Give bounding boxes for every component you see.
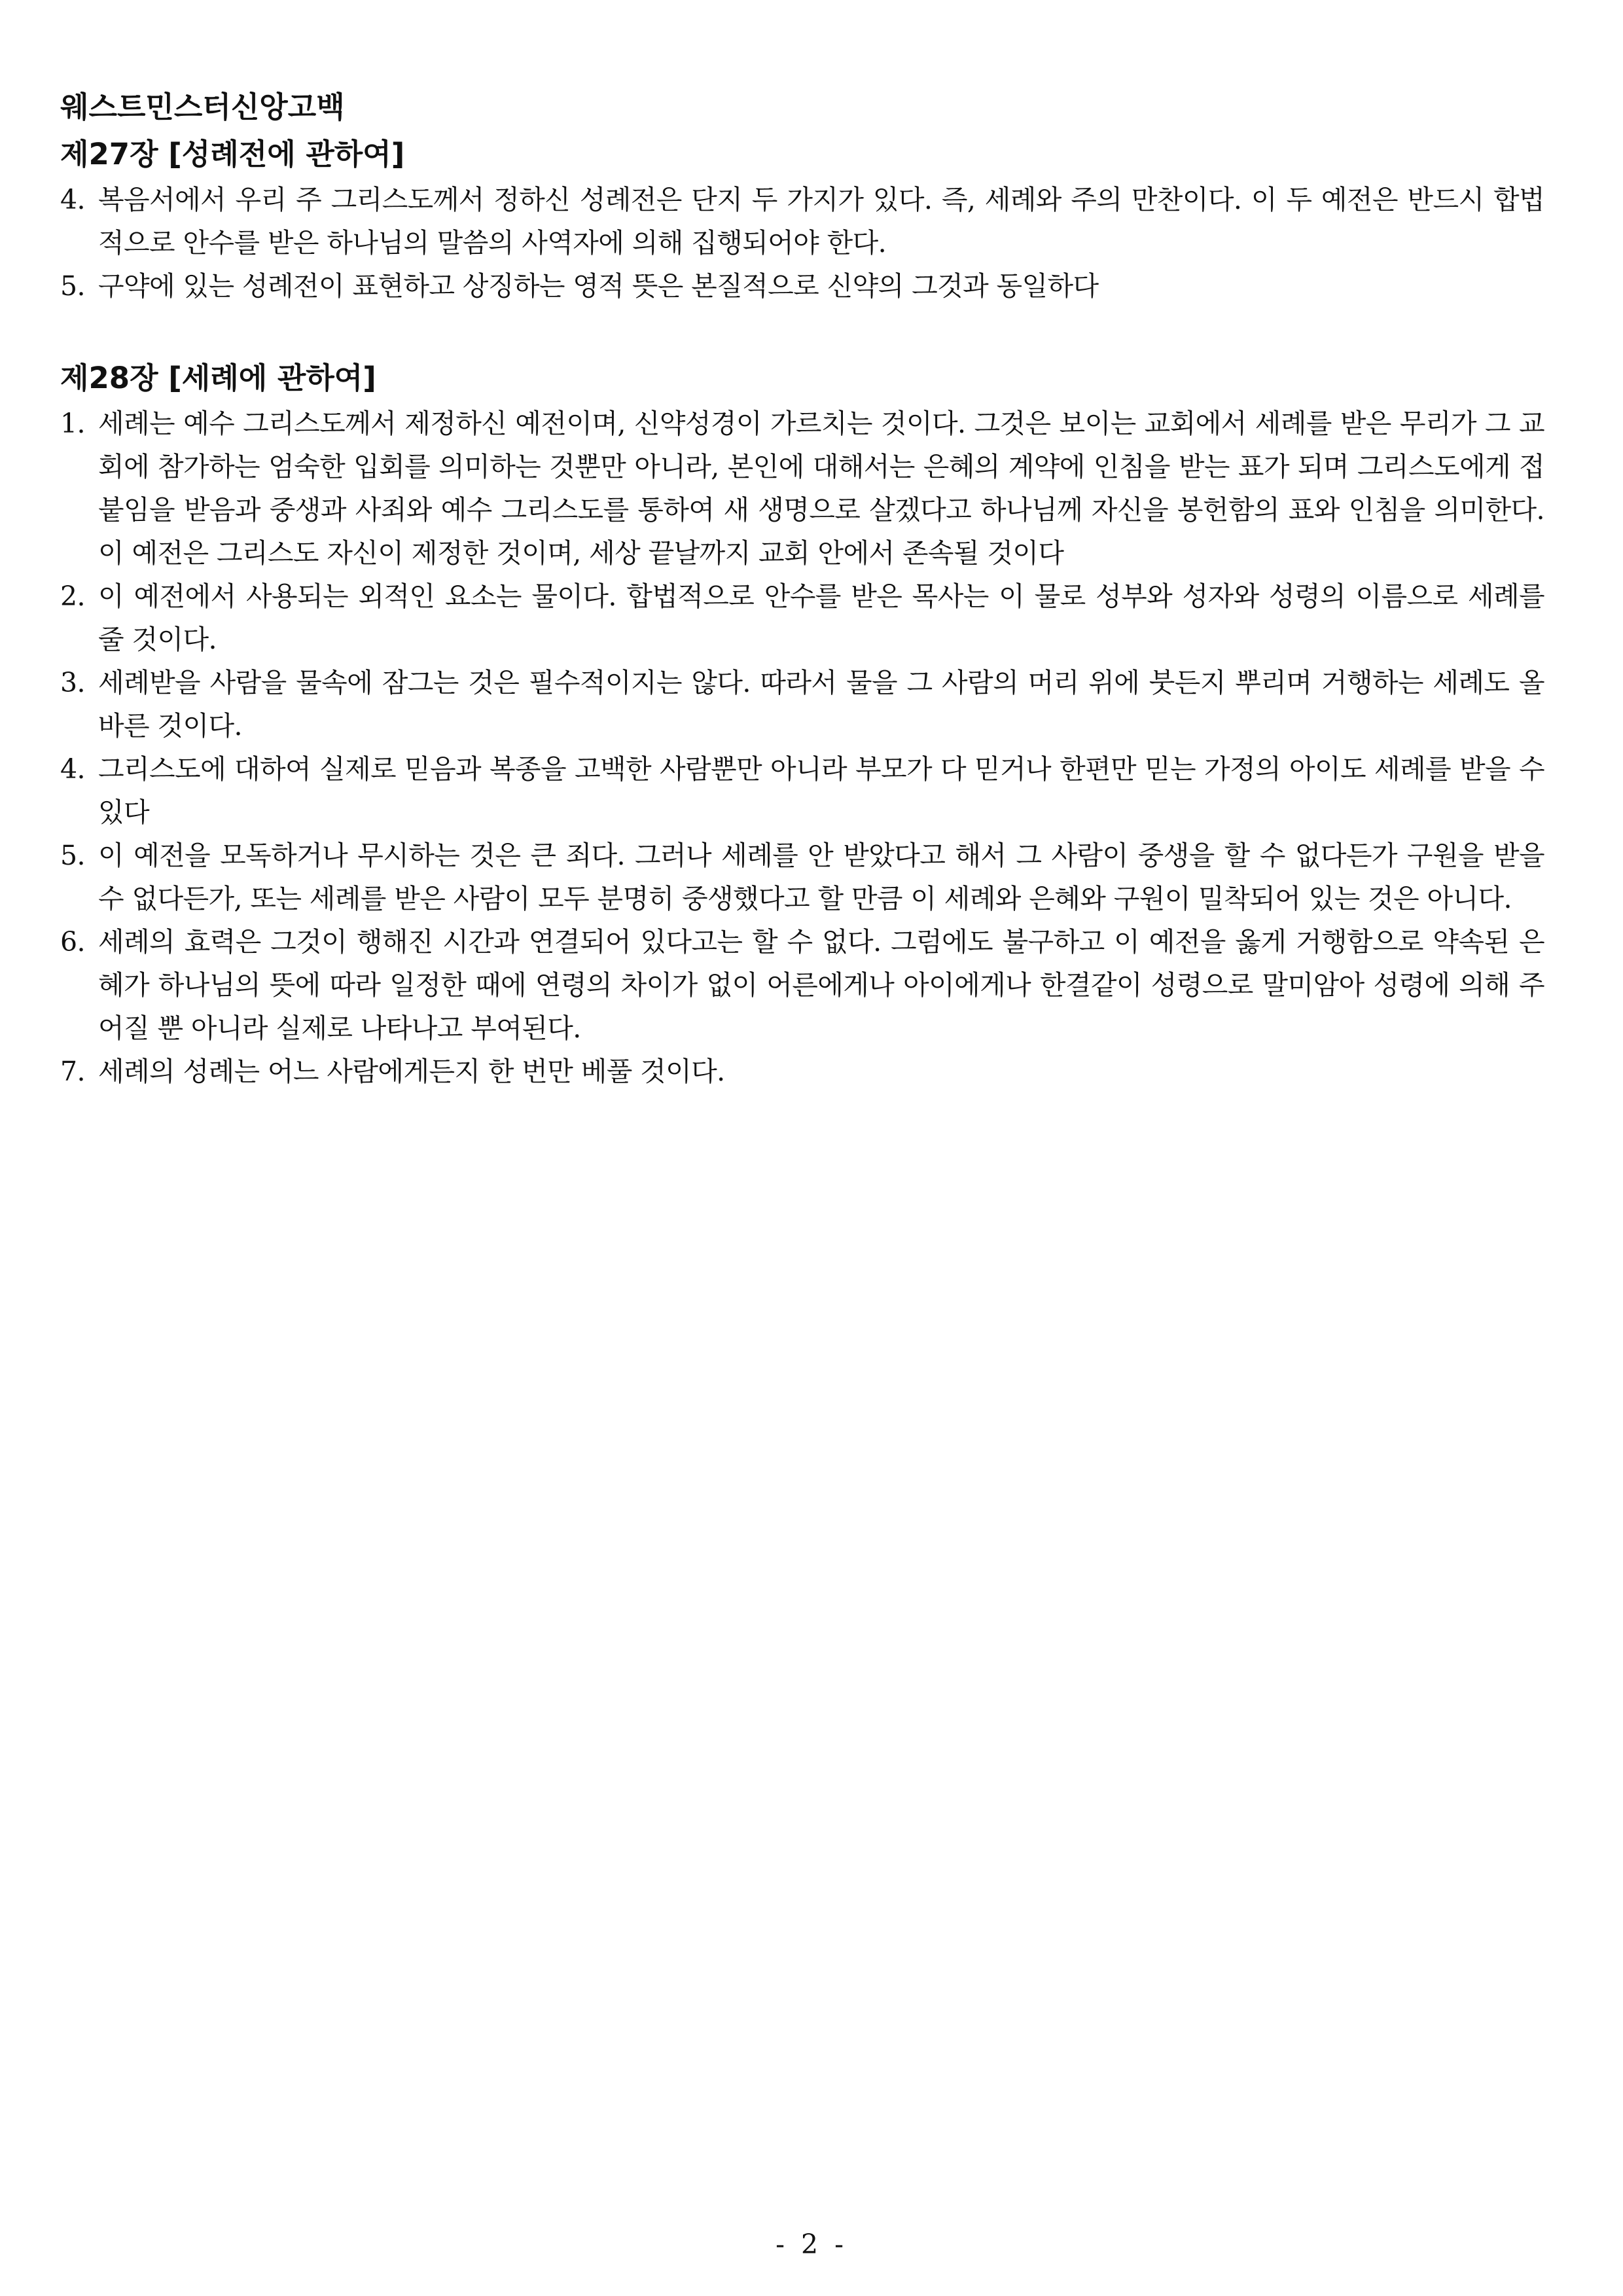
chapter-28-item-6 (60, 920, 1544, 1050)
document-title: 웨스트민스터신앙고백 (60, 90, 345, 124)
chapter-28-item-1 (60, 402, 1544, 575)
item-text: 복음서에서 우리 주 그리스도께서 정하신 성례전은 단지 두 가지가 있다. 즉, 세례와 주의 만찬이다. 이 두 예전은 반드시 합법적으로 안수를 받은 하나님의 말씀의 사역자에 의해 집행되어야 한다. (98, 184, 1544, 259)
item-number: 6. (60, 926, 85, 958)
item-text: 세례받을 사람을 물속에 잠그는 것은 필수적이지는 않다. 따라서 물을 그 사람의 머리 위에 붓든지 뿌리며 거행하는 세례도 올바른 것이다. (98, 667, 1544, 742)
item-number: 5. (60, 840, 85, 871)
item-number: 5. (60, 270, 85, 302)
item-number: 7. (60, 1056, 85, 1087)
chapter-28-item-2 (60, 575, 1544, 661)
chapter-27-items (60, 178, 1544, 308)
item-number: 2. (60, 581, 85, 612)
chapter-28 (60, 355, 1544, 1093)
document-page (60, 84, 1544, 1093)
item-text: 이 예전에서 사용되는 외적인 요소는 물이다. 합법적으로 안수를 받은 목사는 이 물로 성부와 성자와 성령의 이름으로 세례를 줄 것이다. (98, 581, 1544, 655)
item-text: 그리스도에 대하여 실제로 믿음과 복종을 고백한 사람뿐만 아니라 부모가 다 믿거나 한편만 믿는 가정의 아이도 세례를 받을 수 있다 (98, 753, 1544, 828)
chapter-27-item-5 (60, 264, 1544, 308)
item-number: 1. (60, 408, 85, 439)
chapter-28-item-4 (60, 747, 1544, 834)
item-number: 4. (60, 753, 85, 785)
chapter-28-item-3 (60, 661, 1544, 747)
item-text: 이 예전을 모독하거나 무시하는 것은 큰 죄다. 그러나 세례를 안 받았다고 해서 그 사람이 중생을 할 수 없다든가 구원을 받을 수 없다든가, 또는 세례를 받은 사람이 모두 분명히 중생했다고 할 만큼 이 세례와 은혜와 구원이 밀착되어 있는 것은 아니다. (98, 840, 1544, 914)
item-text: 세례는 예수 그리스도께서 제정하신 예전이며, 신약성경이 가르치는 것이다. 그것은 보이는 교회에서 세례를 받은 무리가 그 교회에 참가하는 엄숙한 입회를 의미하는 것뿐만 아니라, 본인에 대해서는 은혜의 계약에 인침을 받는 표가 되며 그리스도에게 접붙임을 받음과 중생과 사죄와 예수 그리스도를 통하여 새 생명으로 살겠다고 하나님께 자신을 봉헌함의 표와 인침을 의미한다. 이 예전은 그리스도 자신이 제정한 것이며, 세상 끝날까지 교회 안에서 존속될 것이다 (98, 408, 1544, 569)
item-number: 3. (60, 667, 85, 698)
chapter-28-item-7 (60, 1050, 1544, 1093)
chapter-28-items (60, 402, 1544, 1093)
item-number: 4. (60, 184, 85, 215)
page-number: - 2 - (776, 2229, 847, 2260)
chapter-28-item-5 (60, 834, 1544, 920)
item-text: 세례의 효력은 그것이 행해진 시간과 연결되어 있다고는 할 수 없다. 그럼에도 불구하고 이 예전을 옳게 거행함으로 약속된 은혜가 하나님의 뜻에 따라 일정한 때에 연령의 차이가 없이 어른에게나 아이에게나 한결같이 성령으로 말미암아 성령에 의해 주어질 뿐 아니라 실제로 나타나고 부여된다. (98, 926, 1544, 1044)
item-text: 구약에 있는 성례전이 표현하고 상징하는 영적 뜻은 본질적으로 신약의 그것과 동일하다 (98, 270, 1099, 302)
chapter-28-title: 제28장 [세례에 관하여] (60, 361, 376, 395)
chapter-27-title: 제27장 [성례전에 관하여] (60, 137, 405, 171)
chapter-27 (60, 131, 1544, 308)
chapter-27-item-4 (60, 178, 1544, 264)
item-text: 세례의 성례는 어느 사람에게든지 한 번만 베풀 것이다. (98, 1056, 725, 1087)
